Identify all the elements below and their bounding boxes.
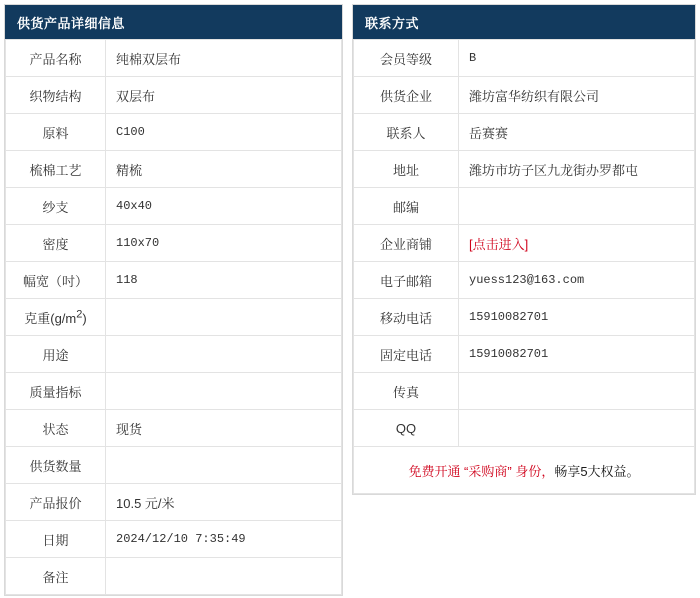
product-value-10: 现货 (106, 410, 342, 447)
table-row (6, 225, 342, 262)
product-label-7: 克重$(g/m^2)$ (6, 299, 106, 336)
product-value-9 (106, 373, 342, 410)
table-row (6, 521, 342, 558)
product-value-12: 10.5 元/米 (106, 484, 342, 521)
table-row (6, 299, 342, 336)
product-label-9: 质量指标 (6, 373, 106, 410)
table-row (6, 558, 342, 595)
product-details-panel (4, 4, 343, 596)
table-row (6, 151, 342, 188)
table-row (6, 410, 342, 447)
contact-value-4 (459, 188, 695, 225)
table-row (354, 336, 695, 373)
product-value-14 (106, 558, 342, 595)
product-details-title: 供货产品详细信息 (5, 5, 342, 39)
product-value-4: 40x40 (106, 188, 342, 225)
product-value-11 (106, 447, 342, 484)
product-value-3: 精梳 (106, 151, 342, 188)
contact-rows (354, 40, 695, 447)
product-value-7 (106, 299, 342, 336)
product-label-13: 日期 (6, 521, 106, 558)
promo-banner[interactable] (353, 447, 695, 494)
product-value-0: 纯棉双层布 (106, 40, 342, 77)
promo-rest: 畅享5大权益。 (554, 464, 640, 479)
product-label-3: 梳棉工艺 (6, 151, 106, 188)
table-row (354, 373, 695, 410)
contact-value-5[interactable] (459, 225, 695, 262)
product-label-14: 备注 (6, 558, 106, 595)
table-row (354, 410, 695, 447)
product-value-13: 2024/12/10 7:35:49 (106, 521, 342, 558)
table-row (6, 262, 342, 299)
contact-value-8: 15910082701 (459, 336, 695, 373)
contact-label-7: 移动电话 (354, 299, 459, 336)
contact-label-6: 电子邮箱 (354, 262, 459, 299)
product-details-rows (6, 40, 342, 595)
table-row (6, 447, 342, 484)
contact-label-4: 邮编 (354, 188, 459, 225)
contact-value-6: yuess123@163.com (459, 262, 695, 299)
product-label-10: 状态 (6, 410, 106, 447)
product-value-8 (106, 336, 342, 373)
table-row (6, 77, 342, 114)
product-details-table (5, 39, 342, 595)
product-label-11: 供货数量 (6, 447, 106, 484)
contact-label-9: 传真 (354, 373, 459, 410)
table-row (354, 262, 695, 299)
product-label-0: 产品名称 (6, 40, 106, 77)
contact-value-10 (459, 410, 695, 447)
contact-panel (352, 4, 696, 495)
product-label-2: 原料 (6, 114, 106, 151)
contact-label-10: QQ (354, 410, 459, 447)
table-row (6, 40, 342, 77)
table-row (6, 373, 342, 410)
product-value-6: 118 (106, 262, 342, 299)
table-row (354, 40, 695, 77)
product-value-1: 双层布 (106, 77, 342, 114)
contact-value-2: 岳赛赛 (459, 114, 695, 151)
contact-label-5: 企业商铺 (354, 225, 459, 262)
product-label-12: 产品报价 (6, 484, 106, 521)
contact-label-3: 地址 (354, 151, 459, 188)
contact-label-2: 联系人 (354, 114, 459, 151)
shop-enter-link[interactable]: [点击进入] (469, 236, 529, 252)
table-row (354, 299, 695, 336)
product-value-5: 110x70 (106, 225, 342, 262)
contact-table (353, 39, 695, 447)
contact-value-9 (459, 373, 695, 410)
table-row (6, 336, 342, 373)
contact-label-0: 会员等级 (354, 40, 459, 77)
contact-label-1: 供货企业 (354, 77, 459, 114)
product-label-5: 密度 (6, 225, 106, 262)
product-value-2: C100 (106, 114, 342, 151)
table-row (6, 188, 342, 225)
table-row (6, 114, 342, 151)
table-row (354, 225, 695, 262)
product-label-8: 用途 (6, 336, 106, 373)
product-label-6: 幅宽（吋） (6, 262, 106, 299)
table-row (6, 484, 342, 521)
table-row (354, 151, 695, 188)
product-label-1: 织物结构 (6, 77, 106, 114)
contact-label-8: 固定电话 (354, 336, 459, 373)
table-row (354, 77, 695, 114)
contact-value-7: 15910082701 (459, 299, 695, 336)
contact-value-3: 潍坊市坊子区九龙街办罗都屯 (459, 151, 695, 188)
table-row (354, 114, 695, 151)
promo-highlight: 免费开通 “采购商” 身份， (408, 464, 555, 479)
table-row (354, 188, 695, 225)
product-label-4: 纱支 (6, 188, 106, 225)
contact-title: 联系方式 (353, 5, 695, 39)
contact-value-1: 潍坊富华纺织有限公司 (459, 77, 695, 114)
contact-value-0: B (459, 40, 695, 77)
